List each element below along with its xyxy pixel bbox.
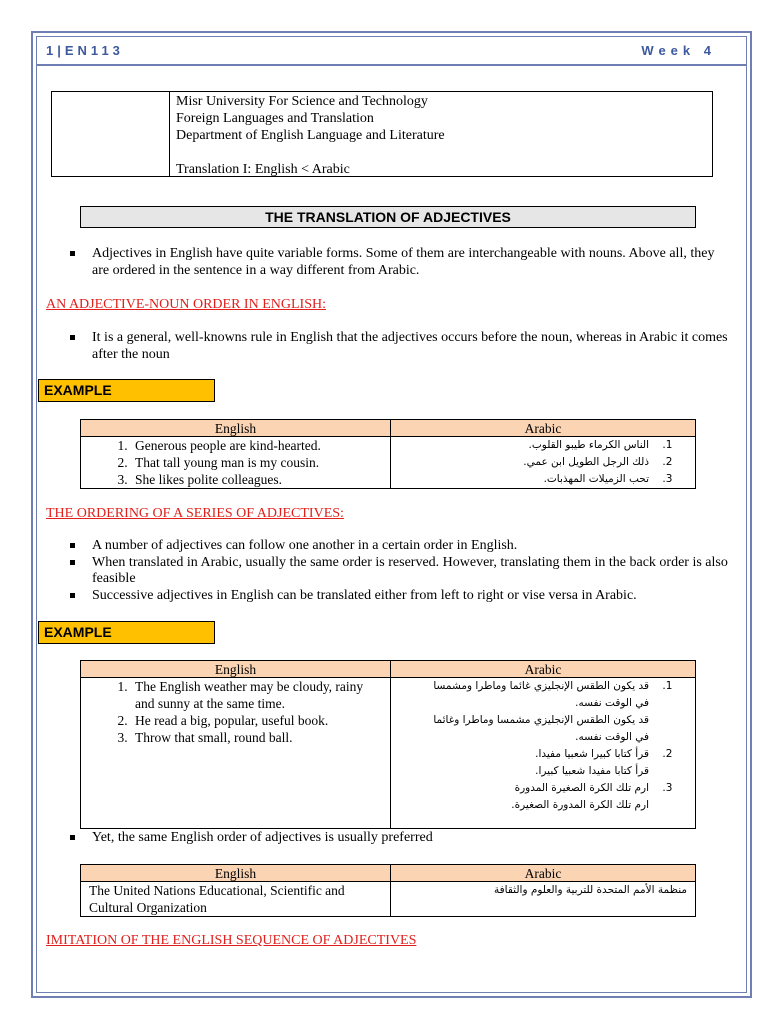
course-title: Translation I: English < Arabic [176,162,350,177]
example-table-3 [80,864,696,917]
list-item: 2. قرأ كتابا كبيرا شعبيا مفيدا. قرأ كتابا مفيدا شعبيا كبيرا. [425,746,659,780]
bullet-icon [70,835,75,840]
english-cell: The United Nations Educational, Scientific and Cultural Organization [81,882,391,917]
column-header-arabic: Arabic [391,420,696,437]
list-item: It is a general, well-knowns rule in English that the adjectives occurs before the noun, whereas in Arabic it comes after the noun [70,330,732,363]
example-table-1 [80,419,696,489]
bullet-icon [70,335,75,340]
university-info-box [51,91,713,177]
list-item: 1. The English weather may be cloudy, rainy and sunny at the same time. [131,678,366,712]
example-label: EXAMPLE [38,621,215,644]
list-item: 3. She likes polite colleagues. [131,471,390,488]
column-header-english: English [81,420,391,437]
list-item: Adjectives in English have quite variable forms. Some of them are interchangeable with nouns. Above all, they are ordered in the sentence in a way different from Arabic. [70,246,732,279]
page-number: 1|EN113 [46,43,124,58]
arabic-cell: منظمة الأمم المتحدة للتربية والعلوم والثقافة [391,882,696,917]
column-header-english: English [81,865,391,882]
list-item: 2. ذلك الرجل الطويل ابن عمي. [391,454,659,471]
list-item: 1. الناس الكرماء طيبو القلوب. [391,437,659,454]
list-item: 3. ارم تلك الكرة الصغيرة المدورة ارم تلك الكرة المدورة الصغيرة. [425,780,659,814]
list-item: When translated in Arabic, usually the same order is reserved. However, translating them in the back order is also feasible [70,555,732,588]
section-heading-ordering: THE ORDERING OF A SERIES OF ADJECTIVES: [46,506,344,521]
list-item: 2. He read a big, popular, useful book. [131,712,366,729]
page-header [46,43,716,61]
english-cell [81,678,391,829]
section2-bullets [70,538,732,604]
example-table-2 [80,660,696,829]
header-rule [36,64,747,66]
arabic-cell [391,437,696,489]
week-label: Week 4 [641,43,716,58]
bullet-icon [70,560,75,565]
faculty-name: Foreign Languages and Translation [176,111,374,126]
english-cell [81,437,391,489]
university-lines [176,93,445,178]
list-item: 3. تحب الزميلات المهذبات. [391,471,659,488]
column-header-english: English [81,661,391,678]
list-item: Successive adjectives in English can be translated either from left to right or vise versa in Arabic. [70,588,732,605]
bullet-icon [70,251,75,256]
university-name: Misr University For Science and Technology [176,94,428,109]
section1-bullets [70,330,732,363]
arabic-cell [391,678,696,829]
example-label: EXAMPLE [38,379,215,402]
bullet-icon [70,543,75,548]
list-item: Yet, the same English order of adjectives is usually preferred [70,830,732,847]
list-item: 2. That tall young man is my cousin. [131,454,390,471]
intro-bullets [70,246,732,279]
bullet-icon [70,593,75,598]
column-header-arabic: Arabic [391,865,696,882]
logo-cell [52,92,170,176]
column-header-arabic: Arabic [391,661,696,678]
note-bullets [70,830,732,847]
section-heading-adjective-noun: AN ADJECTIVE-NOUN ORDER IN ENGLISH: [46,297,326,312]
department-name: Department of English Language and Literature [176,128,445,143]
list-item: 1. قد يكون الطقس الإنجليزي غائما وماطرا ومشمسا في الوقت نفسه. قد يكون الطقس الإنجليزي مشمسا وماطرا وغائما في الوقت نفسه. [425,678,659,746]
page-title: THE TRANSLATION OF ADJECTIVES [80,206,696,228]
section-heading-imitation: IMITATION OF THE ENGLISH SEQUENCE OF ADJECTIVES [46,933,417,948]
list-item: 1. Generous people are kind-hearted. [131,437,390,454]
list-item: 3. Throw that small, round ball. [131,729,366,746]
list-item: A number of adjectives can follow one another in a certain order in English. [70,538,732,555]
